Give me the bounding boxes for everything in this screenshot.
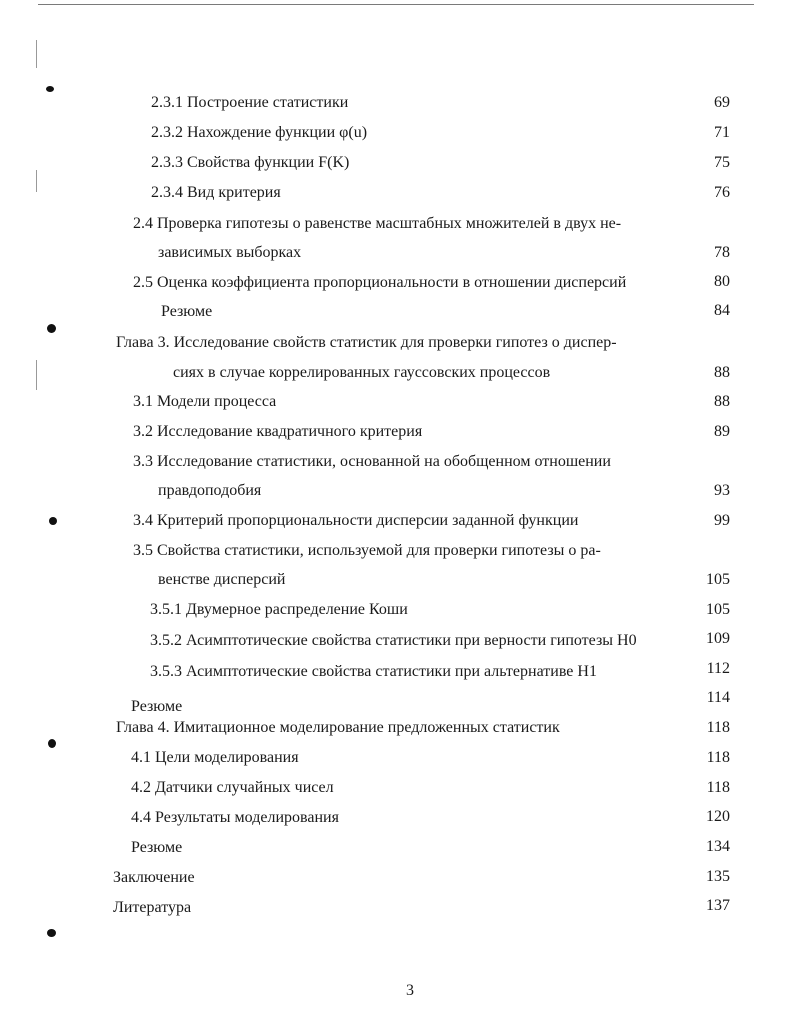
toc-page: 118: [706, 749, 730, 766]
toc-page: 105: [706, 571, 730, 588]
toc-entry-4-1[interactable]: 4.1 Цели моделирования: [131, 749, 299, 766]
toc-entry-3-5-1[interactable]: 3.5.1 Двумерное распределение Коши: [150, 601, 408, 618]
toc-entry-references[interactable]: Литература: [113, 899, 192, 916]
toc-entry-3-5[interactable]: 3.5 Свойства статистики, используемой для проверки гипотезы о ра-: [133, 542, 601, 559]
toc-page: 112: [706, 660, 730, 677]
toc-page: 75: [714, 154, 730, 171]
toc-entry-2-4[interactable]: 2.4 Проверка гипотезы о равенстве масштабных множителей в двух не-: [133, 215, 622, 232]
toc-entry-3-1[interactable]: 3.1 Модели процесса: [133, 393, 277, 410]
toc-entry-summary-4[interactable]: Резюме: [131, 839, 183, 856]
toc-entry-3-5-3[interactable]: 3.5.3 Асимптотические свойства статистики при альтернативе H1: [150, 663, 597, 680]
toc-page: 118: [706, 779, 730, 796]
toc-entry-4-2[interactable]: 4.2 Датчики случайных чисел: [131, 779, 334, 796]
toc-page: 93: [714, 482, 730, 499]
toc-entry-summary-3[interactable]: Резюме: [131, 698, 183, 715]
page-number: 3: [406, 982, 414, 999]
scan-mark: [36, 360, 37, 390]
toc-page: 135: [706, 868, 730, 885]
toc-entry-chapter-4[interactable]: Глава 4. Имитационное моделирование предложенных статистик: [116, 719, 560, 736]
toc-entry-3-5-cont[interactable]: венстве дисперсий: [158, 571, 286, 588]
toc-page: 137: [706, 897, 730, 914]
toc-entry-3-5-2[interactable]: 3.5.2 Асимптотические свойства статистики при верности гипотезы H0: [150, 632, 637, 649]
scan-mark: [36, 170, 37, 192]
toc-entry-conclusion[interactable]: Заключение: [113, 869, 195, 886]
toc-page: 78: [714, 244, 730, 261]
toc-page: 76: [714, 184, 730, 201]
scan-mark: [36, 40, 37, 68]
toc-page: 118: [706, 719, 730, 736]
toc-page: 99: [714, 512, 730, 529]
toc-page: 84: [714, 302, 730, 319]
toc-page: 88: [714, 393, 730, 410]
toc-entry-summary-2[interactable]: Резюме: [161, 303, 213, 320]
toc-entry-chapter-3-cont[interactable]: сиях в случае коррелированных гауссовских процессов: [173, 364, 551, 381]
top-border-line: [38, 4, 754, 5]
toc-page: 120: [706, 808, 730, 825]
toc-page: 71: [714, 124, 730, 141]
toc-entry-2-3-1[interactable]: 2.3.1 Построение статистики: [151, 94, 349, 111]
toc-entry-3-4[interactable]: 3.4 Критерий пропорциональности дисперсии заданной функции: [133, 512, 579, 529]
toc-page: 69: [714, 94, 730, 111]
toc-entry-3-3-cont[interactable]: правдоподобия: [158, 482, 262, 499]
toc-entry-2-3-2[interactable]: 2.3.2 Нахождение функции φ(u): [151, 124, 368, 141]
toc-entry-2-4-cont[interactable]: зависимых выборках: [158, 244, 302, 261]
toc-page: 89: [714, 423, 730, 440]
toc-entry-2-3-4[interactable]: 2.3.4 Вид критерия: [151, 184, 281, 201]
toc-page: 88: [714, 364, 730, 381]
toc-entry-3-3[interactable]: 3.3 Исследование статистики, основанной на обобщенном отношении: [133, 453, 611, 470]
toc-page: 134: [706, 838, 730, 855]
toc-entry-4-4[interactable]: 4.4 Результаты моделирования: [131, 809, 339, 826]
toc-entry-2-3-3[interactable]: 2.3.3 Свойства функции F(K): [151, 154, 350, 171]
toc-page: 114: [706, 689, 730, 706]
toc-entry-2-5[interactable]: 2.5 Оценка коэффициента пропорциональности в отношении дисперсий: [133, 274, 627, 291]
toc-page: 80: [714, 273, 730, 290]
toc-page: 109: [706, 630, 730, 647]
toc-entry-3-2[interactable]: 3.2 Исследование квадратичного критерия: [133, 423, 423, 440]
toc-entry-chapter-3[interactable]: Глава 3. Исследование свойств статистик для проверки гипотез о диспер-: [116, 334, 617, 351]
toc-page: 105: [706, 601, 730, 618]
